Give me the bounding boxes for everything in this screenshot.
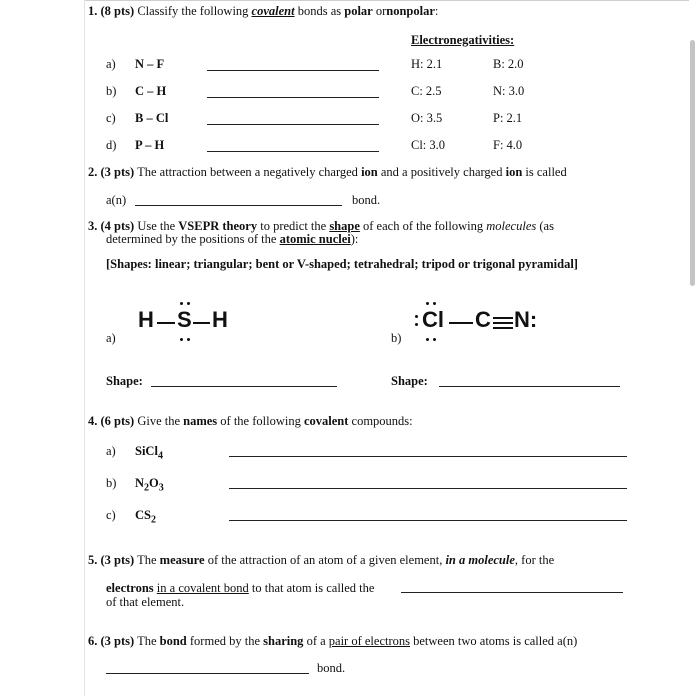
mol-a-bond-left bbox=[157, 322, 175, 324]
q6-text-b: formed by the bbox=[189, 634, 261, 648]
lone-pair-dot bbox=[180, 338, 183, 341]
q1-item-b-bond: C – H bbox=[135, 84, 167, 98]
q5-measure: measure bbox=[159, 553, 205, 567]
q2-answer-field[interactable] bbox=[135, 205, 342, 206]
q5-text-a: The bbox=[137, 553, 157, 567]
q2-points: (3 pts) bbox=[100, 165, 135, 179]
lone-pair-dot bbox=[415, 315, 418, 318]
q5-line3: of that element. bbox=[106, 595, 185, 609]
q5-text-c: , for the bbox=[514, 553, 555, 567]
q4-points: (6 pts) bbox=[100, 414, 135, 428]
q5-number: 5. bbox=[88, 553, 98, 567]
q1-text-b: bonds as bbox=[297, 4, 342, 18]
en-left-3: Cl: 3.0 bbox=[411, 138, 446, 152]
q3-shape-label-a: Shape: bbox=[106, 374, 143, 388]
q4-answer-a-field[interactable] bbox=[229, 456, 627, 457]
q1-polar: polar bbox=[344, 4, 373, 18]
en-left-0: H: 2.1 bbox=[411, 57, 443, 71]
q6-line2-end: bond. bbox=[317, 661, 346, 675]
mol-a-bond-right bbox=[193, 322, 210, 324]
mol-b-n: N: bbox=[514, 307, 538, 332]
page-left-border bbox=[84, 0, 85, 696]
lone-pair-dot bbox=[426, 302, 429, 305]
q1-prompt bbox=[88, 4, 438, 19]
q3-text-d: (as bbox=[539, 219, 554, 233]
q4-prompt bbox=[88, 414, 413, 429]
q1-answer-d-field[interactable] bbox=[207, 151, 379, 152]
q6-pair-electrons: pair of electrons bbox=[328, 634, 410, 648]
q2-line2-end: bond. bbox=[352, 193, 381, 207]
q5-in-molecule: in a molecule bbox=[445, 553, 515, 567]
en-title-text: Electronegativities: bbox=[411, 33, 515, 47]
q5-line2 bbox=[106, 581, 374, 596]
q5-answer-field[interactable] bbox=[401, 592, 623, 593]
q5-text-d: to that atom is called the bbox=[251, 581, 375, 595]
q2-text-c: is called bbox=[525, 165, 567, 179]
q1-answer-c-field[interactable] bbox=[207, 124, 379, 125]
q5-electrons: electrons bbox=[106, 581, 154, 595]
q3-shape-answer-a-field[interactable] bbox=[151, 386, 337, 387]
q3-shape-word: shape bbox=[329, 219, 360, 233]
q6-text-a: The bbox=[137, 634, 157, 648]
q1-item-a-bond: N – F bbox=[135, 57, 165, 71]
lone-pair-dot bbox=[415, 323, 418, 326]
q4-answer-c-field[interactable] bbox=[229, 520, 627, 521]
lone-pair-dot bbox=[426, 338, 429, 341]
q2-ion1: ion bbox=[361, 165, 378, 179]
mol-a-s: S bbox=[177, 307, 192, 332]
mol-b-c: C bbox=[475, 307, 491, 332]
q3-shape-answer-b-field[interactable] bbox=[439, 386, 620, 387]
q3-text-c: of each of the following bbox=[363, 219, 484, 233]
electronegativities-title bbox=[411, 33, 514, 48]
q4-covalent: covalent bbox=[303, 414, 349, 428]
q4-item-a-letter: a) bbox=[106, 444, 116, 458]
q2-text-b: and a positively charged bbox=[380, 165, 503, 179]
q3-text-b: to predict the bbox=[260, 219, 327, 233]
q2-number: 2. bbox=[88, 165, 98, 179]
q4-text-c: compounds: bbox=[351, 414, 413, 428]
q3-prompt-line2 bbox=[106, 232, 358, 247]
q1-nonpolar: nonpolar bbox=[386, 4, 435, 18]
q1-item-c-bond: B – Cl bbox=[135, 111, 169, 125]
q3-shapes-list bbox=[106, 257, 578, 272]
q3-shapes-text: [Shapes: linear; triangular; bent or V-shaped; tetrahedral; tripod or trigonal pyramidal] bbox=[106, 257, 578, 271]
lone-pair-dot bbox=[187, 302, 190, 305]
q2-text-a: The attraction between a negatively charged bbox=[137, 165, 358, 179]
q3-line2-a: determined by the positions of the bbox=[106, 232, 277, 246]
q6-number: 6. bbox=[88, 634, 98, 648]
mol-a-h-right: H bbox=[212, 307, 228, 332]
q1-item-d-letter: d) bbox=[106, 138, 117, 152]
q1-answer-a-field[interactable] bbox=[207, 70, 379, 71]
en-right-2: P: 2.1 bbox=[493, 111, 523, 125]
q4-answer-b-field[interactable] bbox=[229, 488, 627, 489]
q4-number: 4. bbox=[88, 414, 98, 428]
q3-mol-a-letter: a) bbox=[106, 331, 116, 345]
page-top-border bbox=[84, 0, 689, 1]
en-left-1: C: 2.5 bbox=[411, 84, 442, 98]
q5-prompt bbox=[88, 553, 554, 568]
q1-or: or bbox=[375, 4, 387, 18]
en-right-3: F: 4.0 bbox=[493, 138, 523, 152]
q1-item-d-bond: P – H bbox=[135, 138, 165, 152]
q1-points: (8 pts) bbox=[100, 4, 135, 18]
q2-line2-start: a(n) bbox=[106, 193, 127, 207]
q3-atomic-nuclei: atomic nuclei bbox=[279, 232, 351, 246]
lone-pair-dot bbox=[433, 338, 436, 341]
q1-covalent: covalent bbox=[251, 4, 295, 18]
q4-text-b: of the following bbox=[220, 414, 301, 428]
q4-formula-a: SiCl$_4$ bbox=[135, 444, 163, 462]
q5-in-covalent-bond: in a covalent bond bbox=[156, 581, 249, 595]
en-right-0: B: 2.0 bbox=[493, 57, 524, 71]
en-left-2: O: 3.5 bbox=[411, 111, 443, 125]
q3-vsepr: VSEPR theory bbox=[178, 219, 258, 233]
q3-mol-b-letter: b) bbox=[391, 331, 402, 345]
lone-pair-dot bbox=[433, 302, 436, 305]
lone-pair-dot bbox=[187, 338, 190, 341]
q1-item-c-letter: c) bbox=[106, 111, 116, 125]
q1-item-a-letter: a) bbox=[106, 57, 116, 71]
q6-bond: bond bbox=[159, 634, 187, 648]
q6-sharing: sharing bbox=[263, 634, 304, 648]
q3-molecules: molecules bbox=[486, 219, 537, 233]
q5-text-b: of the attraction of an atom of a given element, bbox=[207, 553, 443, 567]
q4-item-b-letter: b) bbox=[106, 476, 117, 490]
q5-points: (3 pts) bbox=[100, 553, 135, 567]
q1-answer-b-field[interactable] bbox=[207, 97, 379, 98]
q6-points: (3 pts) bbox=[100, 634, 135, 648]
q1-colon: : bbox=[434, 4, 439, 18]
q4-names: names bbox=[183, 414, 218, 428]
mol-b-cl: Cl bbox=[422, 307, 444, 332]
q6-text-d: between two atoms is called a(n) bbox=[413, 634, 578, 648]
q4-item-c-letter: c) bbox=[106, 508, 116, 522]
q2-prompt bbox=[88, 165, 567, 180]
lone-pair-dot bbox=[180, 302, 183, 305]
en-right-1: N: 3.0 bbox=[493, 84, 525, 98]
q6-text-c: of a bbox=[306, 634, 326, 648]
mol-a-h-left: H bbox=[138, 307, 154, 332]
q3-number: 3. bbox=[88, 219, 98, 233]
q4-formula-b: $N_2O_3$ bbox=[135, 476, 164, 494]
q1-number: 1. bbox=[88, 4, 98, 18]
mol-b-single-bond bbox=[449, 322, 473, 324]
q3-text-a: Use the bbox=[137, 219, 176, 233]
q2-ion2: ion bbox=[505, 165, 523, 179]
q3-points: (4 pts) bbox=[100, 219, 135, 233]
q6-prompt bbox=[88, 634, 577, 649]
q1-item-b-letter: b) bbox=[106, 84, 117, 98]
scrollbar-thumb[interactable] bbox=[690, 40, 695, 286]
q4-formula-c: $CS_2$ bbox=[135, 508, 156, 526]
q6-answer-field[interactable] bbox=[106, 673, 309, 674]
q3-shape-label-b: Shape: bbox=[391, 374, 428, 388]
q1-text-a: Classify the following bbox=[137, 4, 249, 18]
q3-line2-b: ): bbox=[350, 232, 359, 246]
q4-text-a: Give the bbox=[137, 414, 181, 428]
